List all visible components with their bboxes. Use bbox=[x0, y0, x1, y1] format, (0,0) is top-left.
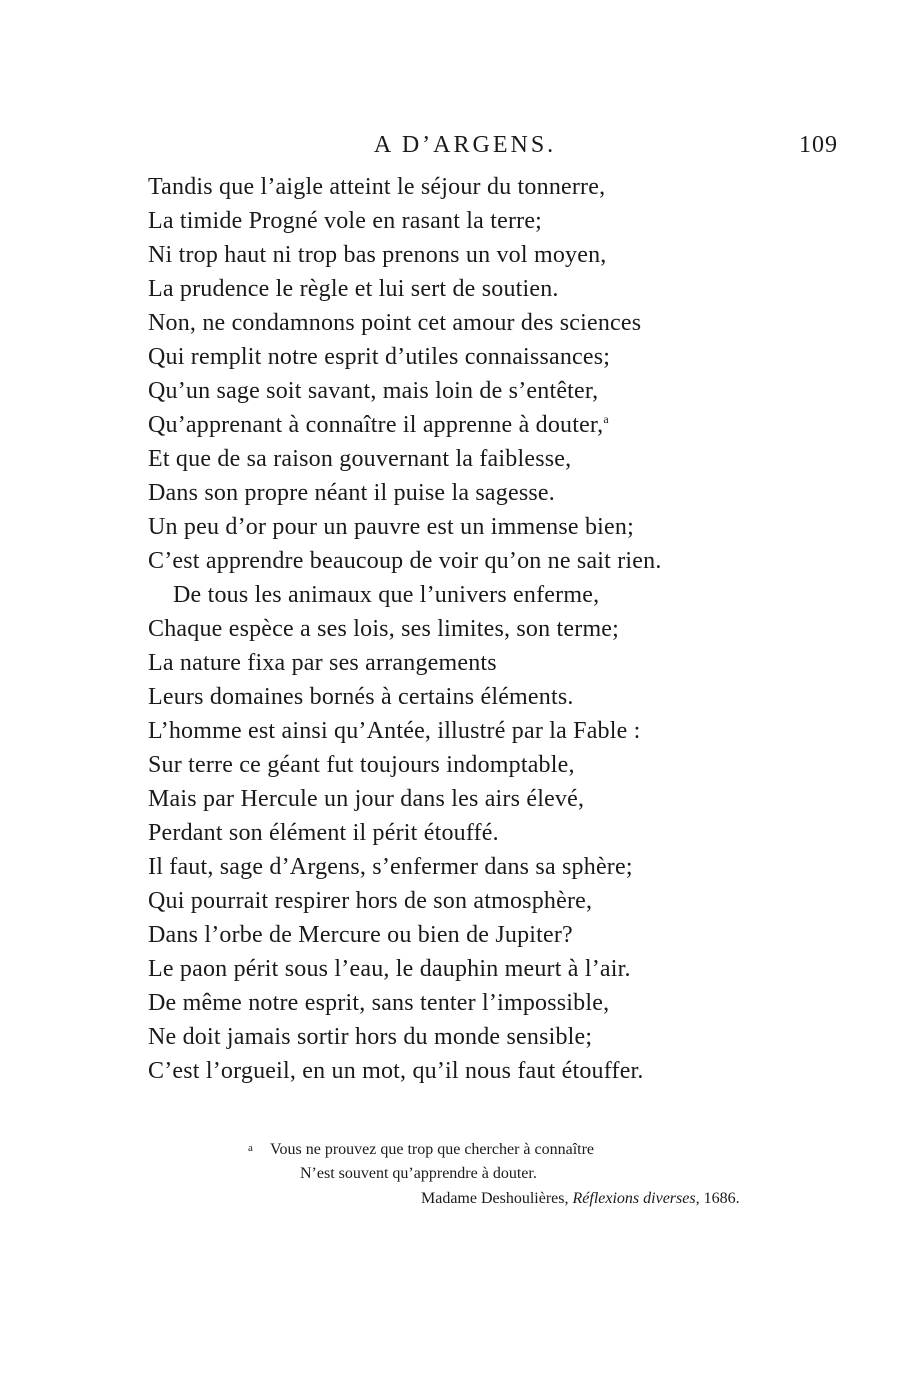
source-title: Réflexions diverses, bbox=[572, 1190, 700, 1207]
verse-line: Dans son propre néant il puise la sagesse. bbox=[148, 480, 555, 506]
verse-line: C’est l’orgueil, en un mot, qu’il nous faut étouffer. bbox=[148, 1058, 644, 1084]
verse-line: La nature fixa par ses arrangements bbox=[148, 650, 497, 676]
poem bbox=[148, 170, 848, 1088]
verse-line: La timide Progné vole en rasant la terre; bbox=[148, 208, 543, 234]
verse-text: Qu’apprenant à connaître il apprenne à douter, bbox=[148, 412, 604, 438]
source-year: 1686. bbox=[703, 1190, 740, 1207]
verse-line: Qu’un sage soit savant, mais loin de s’entêter, bbox=[148, 378, 599, 404]
verse-line: Ni trop haut ni trop bas prenons un vol moyen, bbox=[148, 242, 607, 268]
verse-line: Perdant son élément il périt étouffé. bbox=[148, 820, 499, 846]
verse-line: Il faut, sage d’Argens, s’enfermer dans sa sphère; bbox=[148, 854, 633, 880]
source-author: Madame Deshoulières, bbox=[421, 1190, 569, 1207]
verse-line-indented: De tous les animaux que l’univers enferme, bbox=[173, 582, 600, 608]
verse-line: Et que de sa raison gouvernant la faiblesse, bbox=[148, 446, 572, 472]
footnote bbox=[248, 1136, 828, 1207]
running-title: A D’ARGENS. bbox=[373, 132, 557, 158]
verse-line: Sur terre ce géant fut toujours indomptable, bbox=[148, 752, 575, 778]
verse-line: Leurs domaines bornés à certains éléments. bbox=[148, 684, 574, 710]
verse-line: Non, ne condamnons point cet amour des sciences bbox=[148, 310, 642, 336]
verse-line: Tandis que l’aigle atteint le séjour du tonnerre, bbox=[148, 174, 606, 200]
verse-line: De même notre esprit, sans tenter l’impossible, bbox=[148, 990, 610, 1016]
footnote-line-1 bbox=[248, 1136, 828, 1161]
verse-line: Mais par Hercule un jour dans les airs élevé, bbox=[148, 786, 585, 812]
verse-line: Un peu d’or pour un pauvre est un immense bien; bbox=[148, 514, 634, 540]
footnote-text: Vous ne prouvez que trop que chercher à connaître bbox=[270, 1141, 595, 1158]
verse-line: Dans l’orbe de Mercure ou bien de Jupiter? bbox=[148, 922, 573, 948]
verse-line: Ne doit jamais sortir hors du monde sensible; bbox=[148, 1024, 593, 1050]
verse-line: La prudence le règle et lui sert de soutien. bbox=[148, 276, 559, 302]
verse-line: Le paon périt sous l’eau, le dauphin meurt à l’air. bbox=[148, 956, 631, 982]
footnote-line-2: N’est souvent qu’apprendre à douter. bbox=[300, 1165, 537, 1182]
page-number: 109 bbox=[799, 132, 838, 158]
verse-line: Qui pourrait respirer hors de son atmosphère, bbox=[148, 888, 593, 914]
verse-line-with-note bbox=[148, 408, 848, 442]
verse-line: Qui remplit notre esprit d’utiles connaissances; bbox=[148, 344, 611, 370]
footnote-reference: a bbox=[603, 412, 609, 426]
verse-line: C’est apprendre beaucoup de voir qu’on ne sait rien. bbox=[148, 548, 662, 574]
footnote-source bbox=[421, 1186, 740, 1211]
verse-line: L’homme est ainsi qu’Antée, illustré par la Fable : bbox=[148, 718, 641, 744]
verse-line: Chaque espèce a ses lois, ses limites, son terme; bbox=[148, 616, 620, 642]
footnote-marker: a bbox=[248, 1142, 253, 1154]
running-head bbox=[0, 130, 900, 166]
